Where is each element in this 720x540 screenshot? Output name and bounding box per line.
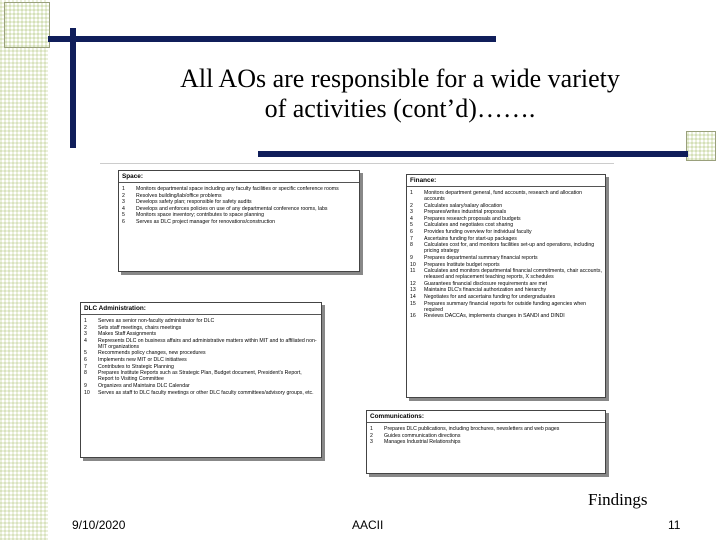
finance-item xyxy=(410,209,602,215)
dlc-item xyxy=(84,370,318,382)
item-text: Prepares Institute budget reports xyxy=(424,261,500,268)
item-number: 1 xyxy=(410,190,413,196)
item-number: 5 xyxy=(410,222,413,229)
item-number: 3 xyxy=(122,199,125,206)
item-text: Calculates and negotiates cost sharing xyxy=(424,222,514,229)
footer-date: 9/10/2020 xyxy=(72,518,126,532)
finance-item xyxy=(410,216,602,222)
item-number: 4 xyxy=(84,337,87,344)
item-number: 8 xyxy=(84,370,87,377)
item-number: 1 xyxy=(122,186,125,192)
item-number: 9 xyxy=(84,382,87,389)
item-text: Prepares summary financial reports for outside funding agencies when required xyxy=(424,300,587,313)
item-text: Provides funding overview for individual faculty xyxy=(424,229,532,236)
space-item xyxy=(122,206,356,212)
footer-page-number: 11 xyxy=(668,518,681,532)
item-number: 10 xyxy=(410,261,416,268)
item-text: Guides communication directions xyxy=(384,432,461,439)
dlc-item xyxy=(84,350,318,356)
item-number: 6 xyxy=(84,357,87,364)
space-item xyxy=(122,186,356,192)
space-item xyxy=(122,193,356,199)
item-text: Negotiates for and ascertains funding for undergraduates xyxy=(424,294,556,300)
item-text: Calculates cost for, and monitors facilities set-up and operations, including pricing strategy xyxy=(424,242,595,255)
communications-panel xyxy=(366,410,606,474)
dlc-list xyxy=(81,315,321,398)
item-text: Serves as DLC project manager for renovations/construction xyxy=(136,218,275,225)
dlc-item xyxy=(84,357,318,363)
finance-item xyxy=(410,242,602,254)
item-text: Represents DLC on business affairs and administrative matters within MIT and to affiliated non-MIT organizations xyxy=(98,337,317,350)
decorative-square-right xyxy=(686,131,716,161)
footer-center: AACII xyxy=(352,518,384,532)
slide-title xyxy=(100,64,700,124)
decorative-stripe xyxy=(0,0,48,540)
dlc-item xyxy=(84,390,318,396)
accent-bar-right xyxy=(258,151,688,157)
finance-item xyxy=(410,313,602,319)
item-number: 3 xyxy=(410,209,413,216)
item-text: Prepares Institute Reports such as Strategic Plan, Budget document, President's Report, Report to Visiting Committee xyxy=(98,370,302,383)
item-text: Serves as staff to DLC faculty meetings or other DLC faculty committees/advisory groups, etc. xyxy=(98,389,314,396)
item-number: 4 xyxy=(410,215,413,222)
title-line-1: All AOs are responsible for a wide variety xyxy=(180,64,620,93)
item-number: 11 xyxy=(410,268,416,275)
dlc-heading: DLC Administration: xyxy=(81,303,321,315)
communications-item xyxy=(370,433,602,439)
dlc-item xyxy=(84,325,318,331)
title-line-2: of activities (cont’d)……. xyxy=(264,94,536,123)
item-number: 6 xyxy=(122,218,125,225)
item-number: 1 xyxy=(84,318,87,324)
item-text: Maintains DLC's financial authorization and hierarchy xyxy=(424,287,547,294)
accent-bar-vertical xyxy=(70,28,76,148)
finance-item xyxy=(410,281,602,287)
item-text: Manages Industrial Relationships xyxy=(384,439,461,446)
item-number: 10 xyxy=(84,389,90,396)
space-item xyxy=(122,212,356,218)
item-number: 2 xyxy=(84,324,87,331)
item-text: Prepares research proposals and budgets xyxy=(424,215,521,222)
space-heading: Space: xyxy=(119,171,359,183)
finance-heading: Finance: xyxy=(407,175,605,187)
item-number: 1 xyxy=(370,426,373,432)
item-text: Reviews DACCAs, implements changes in SANDI and DINDI xyxy=(424,313,565,320)
finance-item xyxy=(410,236,602,242)
communications-list xyxy=(367,423,605,448)
item-text: Develops safety plan; responsible for safety audits xyxy=(136,199,252,206)
decorative-square-top xyxy=(4,2,50,48)
space-item xyxy=(122,199,356,205)
finance-item xyxy=(410,229,602,235)
dlc-item xyxy=(84,383,318,389)
item-text: Calculates salary/salary allocation xyxy=(424,202,503,209)
item-number: 12 xyxy=(410,280,416,287)
finance-item xyxy=(410,255,602,261)
item-text: Develops and enforces policies on use of any departmental conference rooms, labs xyxy=(136,205,328,212)
dlc-item xyxy=(84,338,318,350)
item-text: Monitors department general, fund accounts, research and allocation accounts xyxy=(424,190,583,203)
item-number: 2 xyxy=(370,432,373,439)
communications-heading: Communications: xyxy=(367,411,605,423)
item-number: 16 xyxy=(410,313,416,320)
item-text: Calculates and monitors departmental financial commitments, chair accounts, released and replacement teaching reports, X schedules xyxy=(424,268,602,281)
item-text: Monitors space inventory; contributes to space planning xyxy=(136,212,265,219)
communications-item xyxy=(370,426,602,432)
item-text: Organizes and Maintains DLC Calendar xyxy=(98,382,190,389)
item-number: 2 xyxy=(410,202,413,209)
item-number: 7 xyxy=(84,363,87,370)
item-number: 2 xyxy=(122,192,125,199)
space-item xyxy=(122,219,356,225)
item-text: Prepares DLC publications, including brochures, newsletters and web pages xyxy=(384,426,560,432)
finance-item xyxy=(410,294,602,300)
responsibilities-figure xyxy=(84,163,614,482)
item-number: 8 xyxy=(410,242,413,249)
item-text: Resolves building/lab/office problems xyxy=(136,192,222,199)
finance-item xyxy=(410,190,602,202)
item-text: Makes Staff Assignments xyxy=(98,331,157,338)
item-number: 5 xyxy=(122,212,125,219)
finance-item xyxy=(410,301,602,313)
findings-caption: Findings xyxy=(588,490,648,509)
item-text: Serves as senior non-faculty administrator for DLC xyxy=(98,318,215,324)
item-number: 7 xyxy=(410,235,413,242)
finance-item xyxy=(410,268,602,280)
item-text: Prepares/writes industrial proposals xyxy=(424,209,507,216)
accent-bar-top xyxy=(48,36,496,42)
item-text: Prepares departmental summary financial reports xyxy=(424,254,538,261)
finance-panel xyxy=(406,174,606,398)
item-number: 14 xyxy=(410,294,416,300)
item-text: Contributes to Strategic Planning xyxy=(98,363,174,370)
finance-list xyxy=(407,187,605,322)
item-text: Monitors departmental space including any faculty facilities or specific conference rooms xyxy=(136,186,339,192)
dlc-item xyxy=(84,331,318,337)
item-text: Implements new MIT or DLC initiatives xyxy=(98,357,187,364)
space-panel xyxy=(118,170,360,272)
finance-item xyxy=(410,203,602,209)
dlc-administration-panel xyxy=(80,302,322,458)
item-number: 9 xyxy=(410,254,413,261)
item-number: 15 xyxy=(410,300,416,307)
communications-item xyxy=(370,439,602,445)
item-text: Recommends policy changes, new procedures xyxy=(98,350,206,357)
item-number: 3 xyxy=(370,439,373,446)
item-number: 5 xyxy=(84,350,87,357)
dlc-item xyxy=(84,364,318,370)
finance-item xyxy=(410,222,602,228)
item-text: Guarantees financial disclosure requirements are met xyxy=(424,280,548,287)
item-text: Sets staff meetings, chairs meetings xyxy=(98,324,182,331)
item-number: 6 xyxy=(410,229,413,236)
item-number: 4 xyxy=(122,205,125,212)
space-list xyxy=(119,183,359,228)
item-text: Ascertains funding for start-up packages xyxy=(424,235,517,242)
finance-item xyxy=(410,287,602,293)
finance-item xyxy=(410,262,602,268)
dlc-item xyxy=(84,318,318,324)
item-number: 13 xyxy=(410,287,416,294)
item-number: 3 xyxy=(84,331,87,338)
